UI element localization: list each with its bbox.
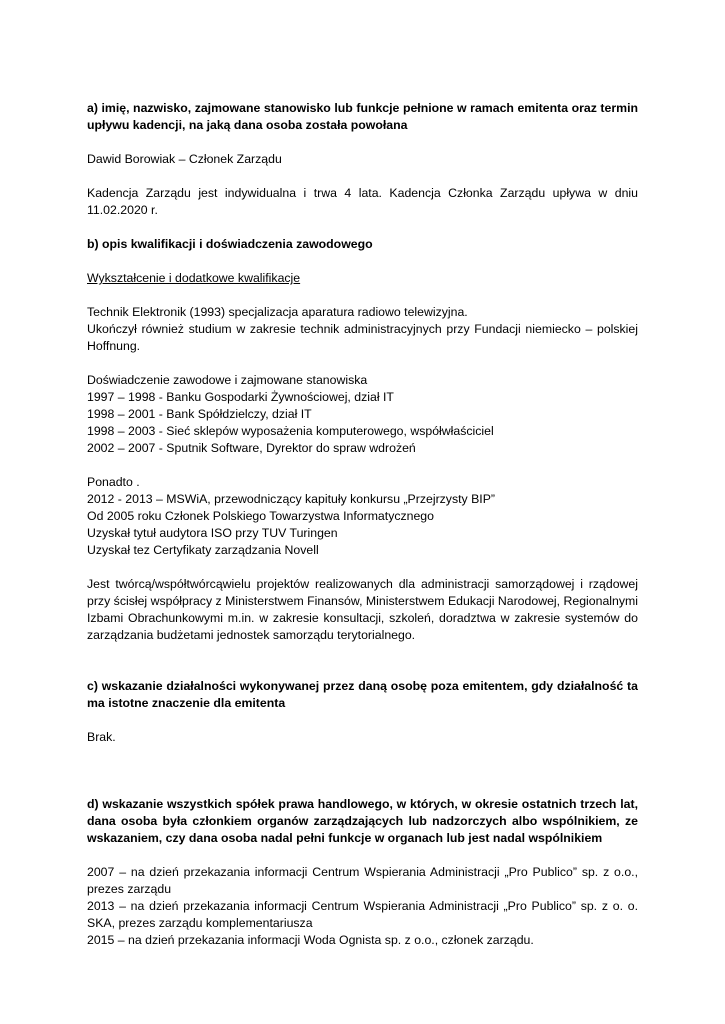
section-b-heading: b) opis kwalifikacji i doświadczenia zawodowego <box>87 237 373 251</box>
section-a-heading: a) imię, nazwisko, zajmowane stanowisko lub funkcje pełnione w ramach emitenta oraz termin upływu kadencji, na jaką dana osoba została powołana <box>87 101 638 132</box>
company-entry: 2007 – na dzień przekazania informacji Centrum Wspierania Administracji „Pro Publico” sp. z o.o., prezes zarządu <box>87 865 638 896</box>
additional-line: 2012 - 2013 – MSWiA, przewodniczący kapituły konkursu „Przejrzysty BIP” <box>87 492 496 506</box>
experience-line: 2002 – 2007 - Sputnik Software, Dyrektor do spraw wdrożeń <box>87 441 416 455</box>
experience-title: Doświadczenie zawodowe i zajmowane stanowiska <box>87 373 368 387</box>
document-page <box>87 100 638 949</box>
experience-line: 1997 – 1998 - Banku Gospodarki Żywnościowej, dział IT <box>87 390 394 404</box>
experience-line: 1998 – 2001 - Bank Spółdzielczy, dział IT <box>87 407 312 421</box>
experience-line: 1998 – 2003 - Sieć sklepów wyposażenia komputerowego, współwłaściciel <box>87 424 494 438</box>
education-line: Technik Elektronik (1993) specjalizacja aparatura radiowo telewizyjna. <box>87 305 468 319</box>
additional-line: Od 2005 roku Członek Polskiego Towarzystwa Informatycznego <box>87 509 434 523</box>
section-c-heading: c) wskazanie działalności wykonywanej przez daną osobę poza emitentem, gdy działalność ta ma istotne znaczenie dla emitenta <box>87 679 638 710</box>
company-entry: 2013 – na dzień przekazania informacji Centrum Wspierania Administracji „Pro Publico” sp. z o. o. SKA, prezes zarządu komplementariusza <box>87 899 638 930</box>
additional-line: Uzyskał tytuł audytora ISO przy TUV Turingen <box>87 526 338 540</box>
name-and-position: Dawid Borowiak – Członek Zarządu <box>87 152 282 166</box>
additional-line: Uzyskał tez Certyfikaty zarządzania Novell <box>87 543 319 557</box>
education-line: Ukończył również studium w zakresie technik administracyjnych przy Fundacji niemiecko – polskiej Hoffnung. <box>87 322 638 353</box>
projects-paragraph: Jest twórcą/współtwórcąwielu projektów realizowanych dla administracji samorządowej i rządowej przy ścisłej współpracy z Ministerstwem Finansów, Ministerstwem Edukacji Narodowej, Regionalnymi Izbami Obrachunkowymi m.in. w zakresie konsultacji, szkoleń, doradztwa w zakresie systemów do zarządzania budżetami jednostek samorządu terytorialnego. <box>87 577 638 642</box>
company-entry: 2015 – na dzień przekazania informacji Woda Ognista sp. z o.o., członek zarządu. <box>87 933 534 947</box>
section-d-heading: d) wskazanie wszystkich spółek prawa handlowego, w których, w okresie ostatnich trzech lat, dana osoba była członkiem organów zarządzających lub nadzorczych albo wspólnikiem, ze wskazaniem, czy dana osoba nadal pełni funkcje w organach lub jest nadal wspólnikiem <box>87 797 638 845</box>
education-title: Wykształcenie i dodatkowe kwalifikacje <box>87 271 301 285</box>
additional-title: Ponadto . <box>87 475 140 489</box>
section-c-text: Brak. <box>87 730 116 744</box>
term-of-office-text: Kadencja Zarządu jest indywidualna i trwa 4 lata. Kadencja Członka Zarządu upływa w dniu 11.02.2020 r. <box>87 186 638 217</box>
